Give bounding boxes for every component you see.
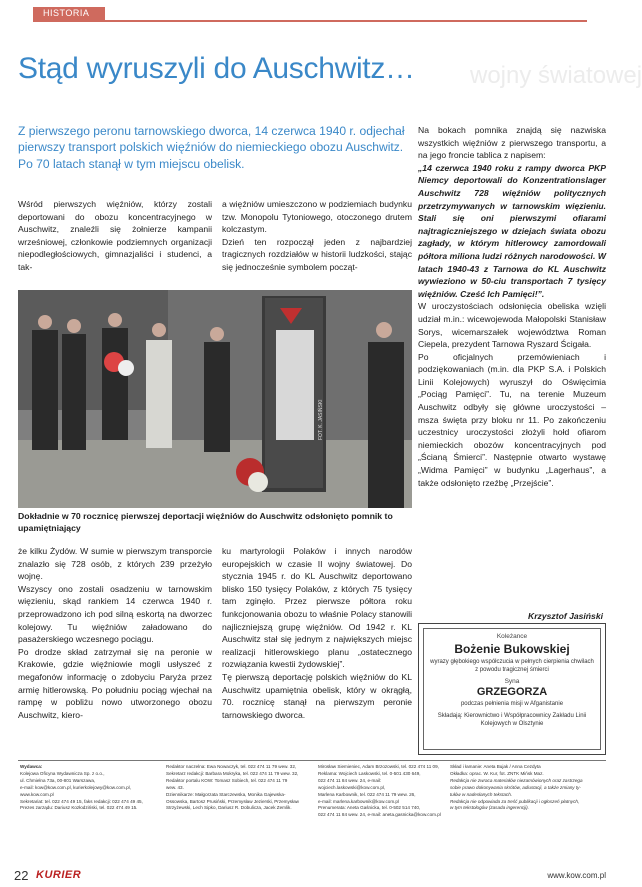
paragraph: ku martyrologii Polaków i innych narodów europejskich w czasie II wojny światowej. Do stycznia 1945 r. do KL Auschwitz deportowano blisko 150 tysięcy Polaków, z których 75 tysięcy tam zginęło. Przez pierwsze półtora roku funkcjonowania obozu to właśnie Polacy stanowili najliczniejszą grupę więźniów. Od 1942 r. KL Auschwitz stał się jednym z największych miejsc realizacji hitlerowskiego planu „ostatecznego rozwiązania kwestii żydowskiej”. [222, 546, 412, 670]
masthead-line: Okładka: oprac. W. Kur, fot. ZNTK Mińsk Maz. [450, 770, 544, 776]
article-author: Krzysztof Jasiński [528, 611, 603, 621]
masthead-line: Prezes zarządu: Dariusz Kozłodziński, tel. 022 474 49 15. [20, 805, 138, 811]
masthead-line: Marlena Karbownik, tel. 022 474 11 79 wew. 26, [318, 791, 416, 797]
masthead-line: sobie prawo dokonywania skrótów, adiustacji, a także zmiany ty- [450, 784, 581, 790]
condolence-relation: Syna [504, 678, 520, 685]
masthead-publisher [20, 764, 160, 812]
masthead-line: Sekretarz redakcji: Barbara Mokryka, tel. 022 474 11 79 wew. 32, [166, 770, 299, 776]
masthead-line: 022 474 11 84 wew. 24, e-mail: aneta.gasnicka@kow.com.pl [318, 812, 441, 818]
paragraph: W uroczystościach odsłonięcia obeliska wzięli udział m.in.: wicewojewoda Małopolski Stanisław Sorys, wicemarszałek województwa Roman Ciepela, prezydent Tarnowa Ryszard Ścigała. [418, 301, 606, 350]
section-tag: HISTORIA [33, 7, 105, 21]
masthead-line: www.kow.com.pl [20, 791, 54, 797]
condolence-text: wyrazy głębokiego współczucia w pełnych cierpienia chwilach z powodu tragicznej śmierci [430, 659, 594, 673]
article-lead: Z pierwszego peronu tarnowskiego dworca, 14 czerwca 1940 r. odjechał pierwszy transport polskich więźniów do niemieckiego obozu Auschwitz. Po 70 latach stanął w tym miejscu obelisk. [18, 124, 405, 171]
masthead-line: Skład i łamanie: Aneta Bujak / Anna Cezdyta [450, 764, 541, 769]
column-3 [418, 124, 606, 489]
masthead-line: Strzyżewski, Lech Sipko, Dariusz R. Dobulicza, Jacek Zemlik. [166, 805, 292, 811]
masthead-line: Wydawca: [20, 764, 43, 769]
condolence-box [418, 623, 606, 755]
condolence-circumstance: podczas pełnienia misji w Afganistanie [460, 701, 564, 707]
paragraph: Na bokach pomnika znajdą się nazwiska wszystkich więźniów z pierwszego transportu, a na jego froncie tablica z napisem: [418, 125, 606, 161]
website-url[interactable]: www.kow.com.pl [547, 871, 606, 880]
paragraph: Wszyscy ono zostali osadzeniu w tarnowskim więzieniu, skąd rankiem 14 czerwca 1940 r. przeprowadzono ich pod silną eskortą na dworzec kolejowy. Tu więźniów załadowano do pasażerskiego wczesnego pociągu. [18, 583, 212, 645]
condolence-inner [423, 628, 601, 750]
plaque-inscription: „14 czerwca 1940 roku z rampy dworca PKP Niemcy deportowali do Konzentrationslager Auschwitz 728 więźniów politycznych przetrzymywanych w tarnowskim więzieniu. Stali się oni pierwszymi ofiarami najtragiczniejszego w dziejach świata obozu zagłady, w którym hitlerowcy zamordowali półtora miliona ludzi różnych narodowości. W latach 1940-43 z Tarnowa do KL Auschwitz wywieziono w 50-ciu transportach 7 tysięcy więźniów. Cześć Ich Pamięci!”. [418, 162, 606, 299]
masthead-notes [450, 764, 604, 812]
condolence-name: Bożenie Bukowskiej [454, 642, 570, 656]
masthead-line: wew. 43. [166, 784, 184, 790]
column-1-bottom [18, 545, 212, 721]
paragraph: Po drodze skład zatrzymał się na peronie w Krakowie, gdzie więźniowie mogli usłyszeć z megafonów informację o zdobyciu Paryża przez armię hitlerowską. Po południu pociąg wjechał na rampę w pobliżu nowo utworzonego obozu Auschwitz, kiero- [18, 646, 212, 720]
photo-credit: FOT. K. JASIŃSKI [318, 399, 324, 440]
masthead-line: Reklama: Wojciech Laskowski, tel. 0-501 430 649, [318, 770, 421, 776]
monument-photo [18, 290, 412, 508]
masthead-line: Dziennikarze: Małgorzata Starczewska, Monika Gajewska- [166, 791, 286, 797]
article-photo [18, 290, 412, 508]
paragraph: że kilku Żydów. W sumie w pierwszym transporcie znalazło się 728 osób, z których 239 przeżyło wojnę. [18, 546, 212, 582]
page-number: 22 [14, 868, 29, 883]
masthead-line: w tym tekstologów (zasada ingerencji). [450, 805, 529, 811]
masthead-line: tułów w nadesłanych tekstach. [450, 791, 513, 797]
masthead-line: Sekretariat: tel. 022 474 49 15, faks redakcji: 022 474 49 45, [20, 798, 143, 804]
title-ghost: wojny światowej [470, 62, 642, 89]
article-title: Stąd wyruszyli do Auschwitz… [18, 52, 415, 85]
masthead-line: Redakcja nie odpowiada za treść publikacji i ogłoszeń płatnych, [450, 798, 580, 804]
column-2-top [222, 198, 412, 274]
page-footer [14, 868, 606, 886]
masthead-line: ul. Chmielna 73a, 00-801 Warszawa, [20, 777, 96, 783]
masthead-line: Prenumerata: Aneta Gaśnicka, tel. 0-502 514 740, [318, 805, 421, 811]
paragraph: Wśród pierwszych więźniów, którzy zostali deportowani do obozu koncentracyjnego w Auschwitz, znaleźli się żołnierze kampanii wrześniowej, członkowie podziemnych organizacji niepodległościowych, gimnazjaliści i studenci, a tak- [18, 199, 212, 272]
paragraph: a więźniów umieszczono w podziemiach budynku tzw. Monopolu Tytoniowego, otoczonego drutem kolczastym. [222, 199, 412, 235]
masthead-line: Mirosław Siemieniec, Adam Brzozowski, tel. 022 474 11 09, [318, 764, 439, 769]
masthead-line: 022 474 11 84 wew. 24, e-mail: wojciech.laskowski@kow.com.pl, [318, 777, 386, 790]
masthead-line: Redaktor naczelna: Ewa Nowaczyk, tel. 022 474 11 79 wew. 32, [166, 764, 297, 769]
masthead-line: Ossowska, Bartosz Prusiński, Przemysław Jezierski, Przemysław [166, 798, 299, 804]
masthead-line: e-mail: kow@kow.com.pl, kurierkolejowy@kow.com.pl, [20, 784, 131, 790]
paragraph: Dzień ten rozpoczął jeden z najbardziej tragicznych rozdziałów w historii ludzkości, stając się jednocześnie symbolem począt- [222, 236, 412, 272]
photo-caption: Dokładnie w 70 rocznicę pierwszej deportacji więźniów do Auschwitz odsłonięto pomnik to upamiętniający [18, 511, 393, 533]
masthead-line: Redakcja nie zwraca materiałów niezamówionych oraz zastrzega [450, 777, 583, 783]
section-rule [33, 20, 587, 22]
masthead-line: Kolejowa Oficyna Wydawnicza Sp. z o.o., [20, 770, 105, 776]
column-2-bottom [222, 545, 412, 721]
masthead-footer [18, 760, 606, 860]
masthead-ads [318, 764, 446, 819]
paragraph: Tę pierwszą deportację polskich więźniów do KL Auschwitz upamiętnia obelisk, który w okrągłą, 70. rocznicę stanął na pierwszym peronie tarnowskiego dworca. [222, 671, 412, 720]
masthead-line: e-mail: marlena.karbownik@kow.com.pl [318, 798, 399, 804]
masthead-line: Redaktor portalu KOW: Tomasz Sobiech, tel. 022 474 11 79 [166, 777, 288, 783]
condolence-signature: Składają: Kierownictwo i Współpracownicy Zakładu Linii Kolejowych w Olsztynie [437, 713, 587, 727]
paragraph: Po oficjalnych przemówieniach i podziękowaniach (m.in. dla PKP S.A. i Polskich Linii Kolejowych) wyruszył do Oświęcimia „Pociąg Pamięci”. Tu, na terenie Muzeum Auschwitz odbyły się główne uroczystości – msza święta przy bloku nr 11. Po zakończeniu uczestnicy uroczystości złożyli hołd ofiarom niemieckich obozów koncentracyjnych pod „Ścianą Śmierci”. Następnie otwarto wystawę „Widma Pamięci” w budynku „Lagerhaus”, a także odsłonięto rzeźbę „Przejście”. [418, 351, 606, 488]
column-1-top [18, 198, 212, 274]
kurier-logo: KURIER [36, 869, 82, 881]
masthead-editors [166, 764, 312, 812]
condolence-to: Koleżance [496, 633, 528, 640]
condolence-deceased: GRZEGORZA [476, 686, 548, 698]
